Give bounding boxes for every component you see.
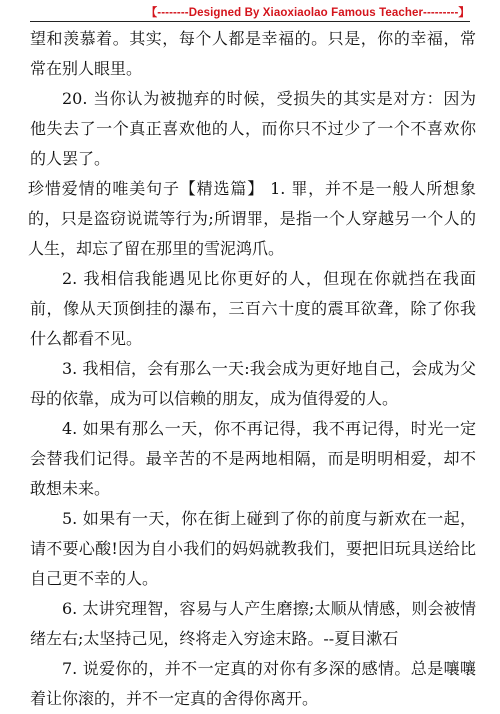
paragraph-item-3: 3. 我相信，会有那么一天:我会成为更好地自己，会成为父母的依靠，成为可以信赖的朋友，成为值得爱的人。 xyxy=(30,359,476,408)
paragraph-item-20: 20. 当你认为被抛弃的时候，受损失的其实是对方：因为他失去了一个真正喜欢他的人，而你只不过少了一个不喜欢你的人罢了。 xyxy=(30,89,476,168)
paragraph-item-2: 2. 我相信我能遇见比你更好的人，但现在你就挡在我面前，像从天顶倒挂的瀑布，三百六十度的震耳欲聋，除了你我什么都看不见。 xyxy=(30,269,476,348)
document-body xyxy=(30,24,476,714)
paragraph-item-4: 4. 如果有那么一天，你不再记得，我不再记得，时光一定会替我们记得。最辛苦的不是两地相隔，而是明明相爱，却不敢想未来。 xyxy=(30,419,476,498)
paragraph-item-7: 7. 说爱你的，并不一定真的对你有多深的感情。总是嚷嚷着让你滚的，并不一定真的舍得你离开。 xyxy=(30,659,476,708)
section-heading-paragraph: 珍惜爱情的唯美句子【精选篇】 1. 罪，并不是一般人所想象的，只是盗窃说谎等行为;所谓罪，是指一个人穿越另一个人的人生，却忘了留在那里的雪泥鸿爪。 xyxy=(28,179,476,258)
paragraph-item-6: 6. 太讲究理智，容易与人产生磨擦;太顺从情感，则会被情绪左右;太坚持己见，终将走入穷途末路。--夏目漱石 xyxy=(30,599,476,648)
header-divider xyxy=(30,21,470,22)
paragraph-item-5: 5. 如果有一天，你在街上碰到了你的前度与新欢在一起，请不要心酸!因为自小我们的妈妈就教我们，要把旧玩具送给比自己更不幸的人。 xyxy=(30,509,476,588)
paragraph-continuation: 望和羡慕着。其实，每个人都是幸福的。只是，你的幸福，常常在别人眼里。 xyxy=(30,29,476,78)
page-header xyxy=(0,0,500,26)
header-banner-text: 【--------Designed By Xiaoxiaolao Famous Teacher---------】 xyxy=(145,7,470,19)
